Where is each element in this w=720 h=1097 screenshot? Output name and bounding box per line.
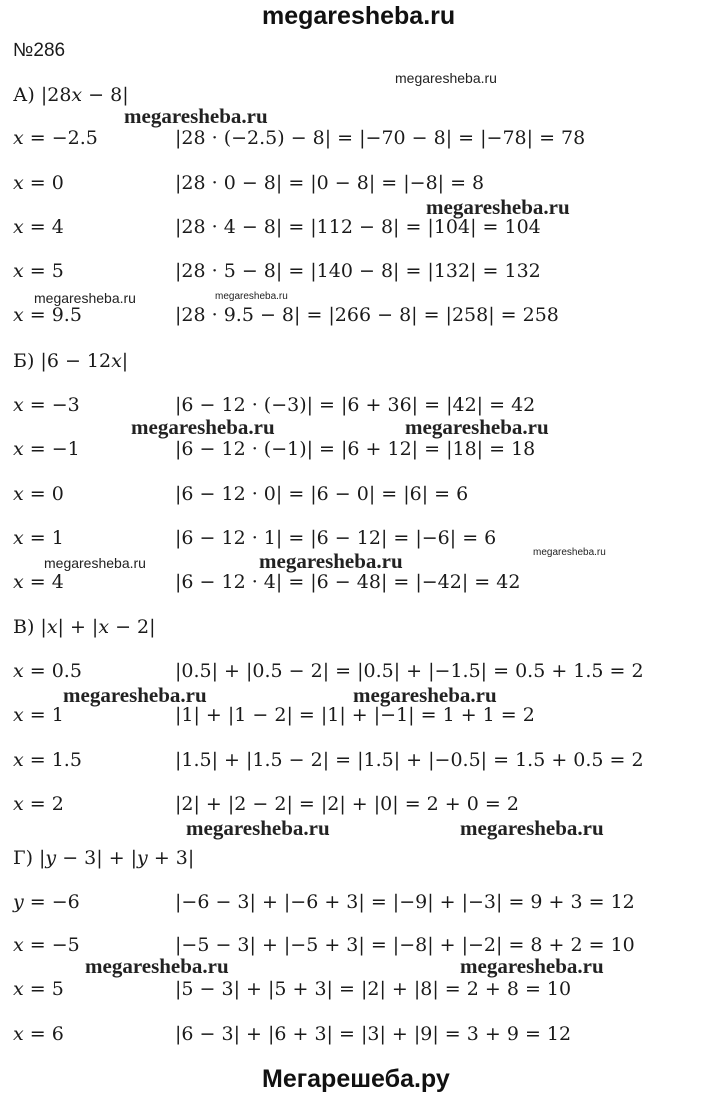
section-g-calc-1: |−6 − 3| + |−6 + 3| = |−9| + |−3| = 9 + 3 = 12 bbox=[175, 891, 635, 913]
section-g-calc-2: |−5 − 3| + |−5 + 3| = |−8| + |−2| = 8 + 2 = 10 bbox=[175, 934, 635, 956]
section-b-value-3: 𝑥 = 0 bbox=[13, 483, 64, 505]
section-a-value-2: 𝑥 = 0 bbox=[13, 172, 64, 194]
section-a-calc-4: |28 · 5 − 8| = |140 − 8| = |132| = 132 bbox=[175, 260, 541, 282]
watermark: megaresheba.ru bbox=[44, 555, 146, 571]
section-v-calc-2: |1| + |1 − 2| = |1| + |−1| = 1 + 1 = 2 bbox=[175, 704, 535, 726]
watermark: megaresheba.ru bbox=[186, 816, 330, 840]
watermark: megaresheba.ru bbox=[533, 547, 606, 558]
section-b-calc-2: |6 − 12 · (−1)| = |6 + 12| = |18| = 18 bbox=[175, 438, 536, 460]
section-a-value-3: 𝑥 = 4 bbox=[13, 216, 64, 238]
section-g-calc-3: |5 − 3| + |5 + 3| = |2| + |8| = 2 + 8 = 10 bbox=[175, 978, 572, 1000]
watermark: megaresheba.ru bbox=[131, 415, 275, 439]
section-a-title: А) |28𝑥 − 8| bbox=[13, 84, 129, 106]
watermark: megaresheba.ru bbox=[426, 195, 570, 219]
section-b-calc-1: |6 − 12 · (−3)| = |6 + 36| = |42| = 42 bbox=[175, 394, 536, 416]
section-g-calc-4: |6 − 3| + |6 + 3| = |3| + |9| = 3 + 9 = 12 bbox=[175, 1023, 572, 1045]
section-g-value-1: 𝑦 = −6 bbox=[13, 891, 80, 913]
section-v-value-2: 𝑥 = 1 bbox=[13, 704, 64, 726]
section-b-calc-4: |6 − 12 · 1| = |6 − 12| = |−6| = 6 bbox=[175, 527, 497, 549]
watermark: megaresheba.ru bbox=[460, 816, 604, 840]
section-g-value-3: 𝑥 = 5 bbox=[13, 978, 64, 1000]
watermark: megaresheba.ru bbox=[405, 415, 549, 439]
section-b-calc-5: |6 − 12 · 4| = |6 − 48| = |−42| = 42 bbox=[175, 571, 521, 593]
site-footer: Мегарешеба.ру bbox=[262, 1065, 450, 1093]
section-g-value-2: 𝑥 = −5 bbox=[13, 934, 80, 956]
section-a-calc-3: |28 · 4 − 8| = |112 − 8| = |104| = 104 bbox=[175, 216, 541, 238]
section-v-value-4: 𝑥 = 2 bbox=[13, 793, 64, 815]
watermark: megaresheba.ru bbox=[63, 683, 207, 707]
section-a-calc-5: |28 · 9.5 − 8| = |266 − 8| = |258| = 258 bbox=[175, 304, 559, 326]
section-a-calc-1: |28 · (−2.5) − 8| = |−70 − 8| = |−78| = 78 bbox=[175, 127, 586, 149]
watermark: megaresheba.ru bbox=[215, 291, 288, 302]
section-b-value-5: 𝑥 = 4 bbox=[13, 571, 64, 593]
section-g-title: Г) |𝑦 − 3| + |𝑦 + 3| bbox=[13, 847, 195, 869]
section-v-calc-4: |2| + |2 − 2| = |2| + |0| = 2 + 0 = 2 bbox=[175, 793, 519, 815]
watermark: megaresheba.ru bbox=[124, 104, 268, 128]
section-v-title: В) |𝑥| + |𝑥 − 2| bbox=[13, 616, 156, 638]
section-a-value-4: 𝑥 = 5 bbox=[13, 260, 64, 282]
problem-number: №286 bbox=[13, 40, 66, 61]
watermark: megaresheba.ru bbox=[259, 549, 403, 573]
section-b-calc-3: |6 − 12 · 0| = |6 − 0| = |6| = 6 bbox=[175, 483, 469, 505]
site-header: megaresheba.ru bbox=[262, 2, 456, 30]
section-b-value-2: 𝑥 = −1 bbox=[13, 438, 80, 460]
section-v-value-3: 𝑥 = 1.5 bbox=[13, 749, 82, 771]
watermark: megaresheba.ru bbox=[85, 954, 229, 978]
section-a-calc-2: |28 · 0 − 8| = |0 − 8| = |−8| = 8 bbox=[175, 172, 485, 194]
section-v-calc-3: |1.5| + |1.5 − 2| = |1.5| + |−0.5| = 1.5 + 0.5 = 2 bbox=[175, 749, 644, 771]
watermark: megaresheba.ru bbox=[395, 70, 497, 86]
section-g-value-4: 𝑥 = 6 bbox=[13, 1023, 64, 1045]
watermark: megaresheba.ru bbox=[460, 954, 604, 978]
section-v-calc-1: |0.5| + |0.5 − 2| = |0.5| + |−1.5| = 0.5 + 1.5 = 2 bbox=[175, 660, 644, 682]
section-a-value-5: 𝑥 = 9.5 bbox=[13, 304, 82, 326]
section-v-value-1: 𝑥 = 0.5 bbox=[13, 660, 82, 682]
section-b-value-4: 𝑥 = 1 bbox=[13, 527, 64, 549]
section-a-value-1: 𝑥 = −2.5 bbox=[13, 127, 98, 149]
watermark: megaresheba.ru bbox=[34, 290, 136, 306]
watermark: megaresheba.ru bbox=[353, 683, 497, 707]
section-b-value-1: 𝑥 = −3 bbox=[13, 394, 80, 416]
section-b-title: Б) |6 − 12𝑥| bbox=[13, 350, 129, 372]
